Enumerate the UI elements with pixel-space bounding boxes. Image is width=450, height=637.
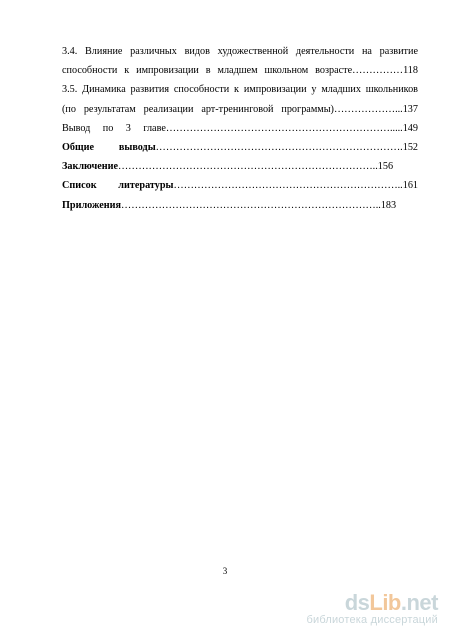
toc-entry-3-4-page[interactable]: способности к импровизации в младшем школьном возрасте……………118 — [62, 65, 418, 77]
toc-entry-3-4-title[interactable]: 3.4. Влияние различных видов художественной деятельности на развитие — [62, 46, 418, 57]
toc-entry-leader: ……………………………………………………………….152 — [155, 141, 418, 153]
toc-entry-summary[interactable] — [62, 157, 418, 176]
page-number: 3 — [222, 566, 228, 576]
toc-entry-label: Заключение — [62, 161, 118, 173]
toc-entry-leader: …………………………………………………………..161 — [173, 180, 418, 192]
toc-entry-bibliography[interactable] — [62, 176, 418, 195]
toc-entry-leader: …………………………………………………………………..156 — [117, 161, 394, 173]
toc-entry-label: Общие выводы — [62, 141, 156, 153]
dslib-watermark[interactable] — [306, 592, 438, 627]
toc-entry-leader: …………………………………………………………………..183 — [121, 199, 397, 211]
table-of-contents — [62, 42, 418, 215]
watermark-subtitle: библиотека диссертаций — [306, 614, 438, 626]
toc-entry-general-conclusions[interactable] — [62, 138, 418, 157]
toc-entry-label: Приложения — [62, 199, 122, 211]
dslib-logo — [306, 592, 438, 614]
toc-entry-label: Список литературы — [62, 180, 174, 192]
logo-ds: ds — [344, 590, 370, 615]
toc-entry-3-5-page[interactable]: (по результатам реализации арт-тренинговой программы)………………...137 — [62, 103, 418, 115]
toc-entry-appendices[interactable] — [62, 196, 418, 215]
logo-net: .net — [400, 590, 438, 615]
toc-entry-chapter-3-conclusion[interactable]: Вывод по 3 главе………………………………………………………….....149 — [62, 122, 418, 134]
toc-entry-3-5-title[interactable]: 3.5. Динамика развития способности к импровизации у младших школьников — [62, 84, 418, 96]
logo-lib: Lib — [369, 590, 401, 615]
